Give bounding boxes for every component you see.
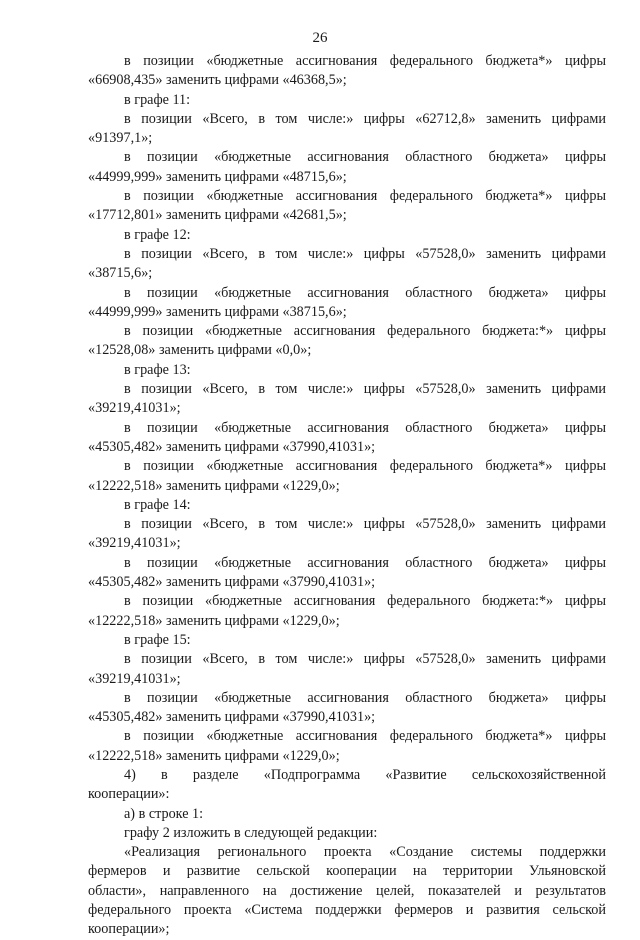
text-line: «39219,41031»; xyxy=(88,535,181,552)
text-line: «12222,518» заменить цифрами «1229,0»; xyxy=(88,477,340,494)
text-line: в позиции «бюджетные ассигнования федерального бюджета*» цифры xyxy=(124,53,606,69)
text-line: «39219,41031»; xyxy=(88,670,181,687)
text-line: «39219,41031»; xyxy=(88,400,181,417)
text-line: графу 2 изложить в следующей редакции: xyxy=(124,824,378,841)
page-number: 26 xyxy=(312,30,328,46)
text-line: в позиции «бюджетные ассигнования областного бюджета» цифры xyxy=(124,419,606,436)
text-line: 4) в разделе «Подпрограмма «Развитие сельскохозяйственной xyxy=(124,766,606,783)
text-line: в позиции «Всего, в том числе:» цифры «62712,8» заменить цифрами xyxy=(124,110,606,127)
text-line: в позиции «бюджетные ассигнования областного бюджета» цифры xyxy=(124,284,606,301)
text-line: в позиции «Всего, в том числе:» цифры «57528,0» заменить цифрами xyxy=(124,381,606,398)
text-line: «Реализация регионального проекта «Создание системы поддержки xyxy=(124,844,606,861)
text-line: в позиции «бюджетные ассигнования федерального бюджета*» цифры xyxy=(124,458,606,475)
text-line: кооперации»: xyxy=(88,786,170,803)
text-line: «45305,482» заменить цифрами «37990,41031»; xyxy=(88,438,376,455)
text-line: «17712,801» заменить цифрами «42681,5»; xyxy=(88,207,347,224)
text-line: в позиции «Всего, в том числе:» цифры «57528,0» заменить цифрами xyxy=(124,651,606,668)
text-line: «38715,6»; xyxy=(88,265,153,282)
text-line: «66908,435» заменить цифрами «46368,5»; xyxy=(88,72,347,89)
text-line: в позиции «бюджетные ассигнования федерального бюджета*» цифры xyxy=(124,728,606,745)
text-line: в позиции «Всего, в том числе:» цифры «57528,0» заменить цифрами xyxy=(124,245,606,262)
text-line: а) в строке 1: xyxy=(124,805,204,822)
text-line: в графе 12: xyxy=(124,226,191,243)
text-line: в графе 13: xyxy=(124,361,191,378)
text-line: кооперации»; xyxy=(88,921,170,938)
text-line: в позиции «бюджетные ассигнования областного бюджета» цифры xyxy=(124,149,606,166)
text-line: «12222,518» заменить цифрами «1229,0»; xyxy=(88,747,340,764)
text-line: в позиции «бюджетные ассигнования федерального бюджета:*» цифры xyxy=(124,323,606,340)
text-line: в позиции «бюджетные ассигнования федерального бюджета:*» цифры xyxy=(124,593,606,610)
text-line: «44999,999» заменить цифрами «38715,6»; xyxy=(88,303,347,320)
text-line: «12528,08» заменить цифрами «0,0»; xyxy=(88,342,312,359)
document-body xyxy=(88,52,606,940)
text-line: «45305,482» заменить цифрами «37990,41031»; xyxy=(88,709,376,726)
text-line: «91397,1»; xyxy=(88,130,153,147)
text-line: федерального проекта «Система поддержки фермеров и развития сельской xyxy=(88,902,606,919)
text-line: в графе 11: xyxy=(124,91,191,108)
text-line: в графе 14: xyxy=(124,496,191,513)
text-line: в позиции «Всего, в том числе:» цифры «57528,0» заменить цифрами xyxy=(124,516,606,533)
text-line: «12222,518» заменить цифрами «1229,0»; xyxy=(88,612,340,629)
text-line: «45305,482» заменить цифрами «37990,41031»; xyxy=(88,574,376,591)
text-line: в позиции «бюджетные ассигнования областного бюджета» цифры xyxy=(124,689,606,706)
text-line: в позиции «бюджетные ассигнования областного бюджета» цифры xyxy=(124,554,606,571)
text-line: «44999,999» заменить цифрами «48715,6»; xyxy=(88,168,347,185)
text-line: в графе 15: xyxy=(124,631,191,648)
text-line: в позиции «бюджетные ассигнования федерального бюджета*» цифры xyxy=(124,188,606,205)
text-line: фермеров и развитие сельской кооперации на территории Ульяновской xyxy=(88,863,606,880)
text-line: области», направленного на достижение целей, показателей и результатов xyxy=(88,882,606,899)
